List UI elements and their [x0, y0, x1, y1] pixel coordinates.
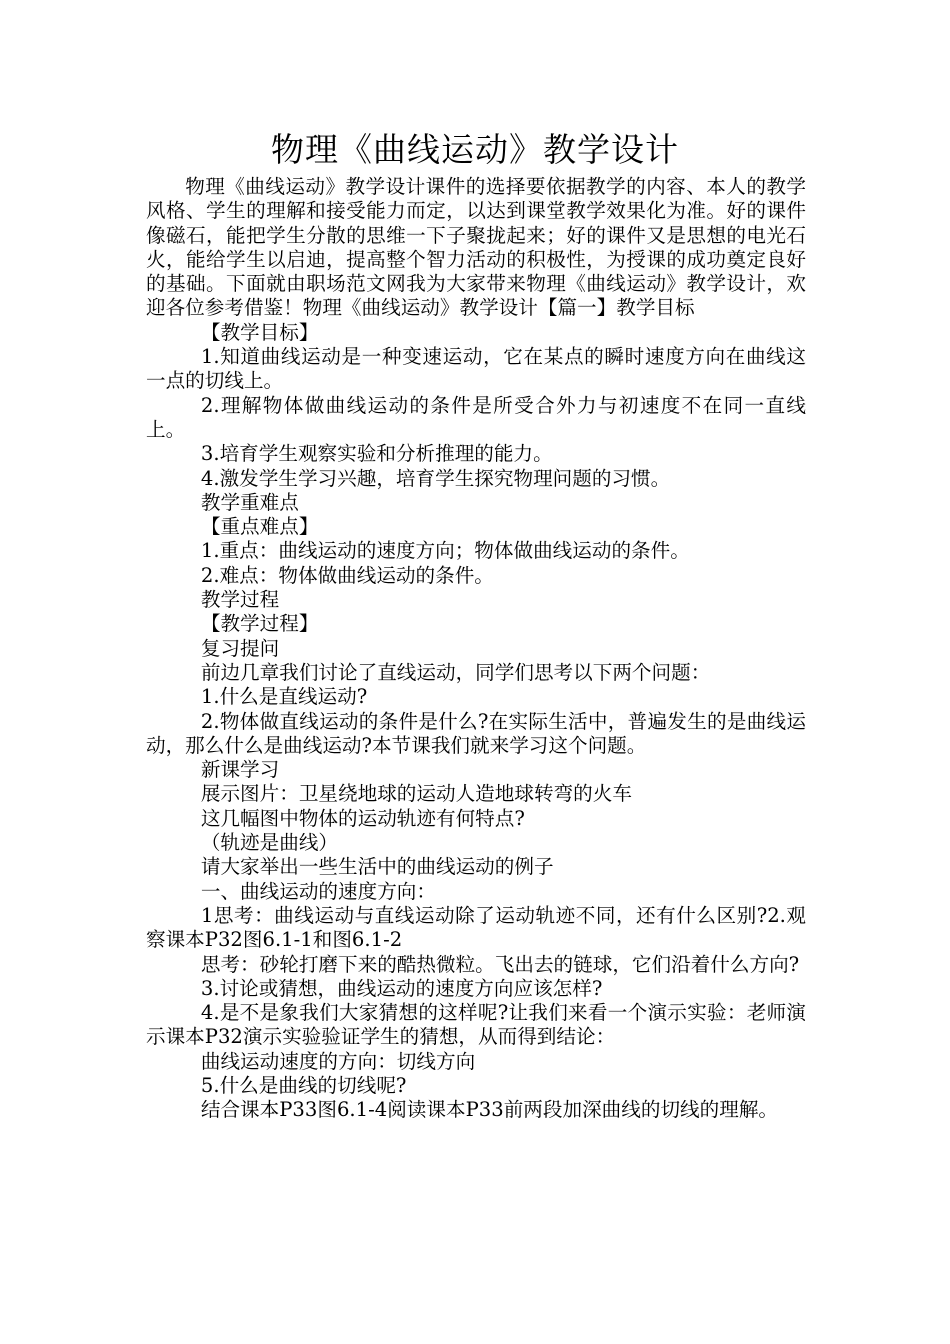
document-body	[146, 175, 806, 1123]
paragraph-discuss-3: 3.讨论或猜想，曲线运动的速度方向应该怎样?	[200, 976, 603, 1000]
paragraph-process-heading: 【教学过程】	[200, 612, 319, 636]
paragraph-teaching-goals-heading: 【教学目标】	[200, 320, 319, 344]
paragraph-review-intro: 前边几章我们讨论了直线运动，同学们思考以下两个问题：	[200, 660, 711, 684]
paragraph-key-point-2: 2.难点：物体做曲线运动的条件。	[200, 563, 494, 587]
paragraph-key-point-1: 1.重点：曲线运动的速度方向；物体做曲线运动的条件。	[200, 539, 690, 563]
paragraph-tangent-question: 5.什么是曲线的切线呢?	[200, 1073, 407, 1097]
paragraph-review-heading: 复习提问	[200, 636, 280, 660]
paragraph-trajectory-answer: （轨迹是曲线）	[200, 831, 339, 855]
paragraph-goal-3: 3.培育学生观察实验和分析推理的能力。	[200, 442, 553, 466]
paragraph-goal-2: 2.理解物体做曲线运动的条件是所受合外力与初速度不在同一直线上。	[146, 393, 806, 441]
paragraph-velocity-direction: 曲线运动速度的方向：切线方向	[200, 1049, 476, 1073]
paragraph-show-images: 展示图片：卫星绕地球的运动人造地球转弯的火车	[200, 782, 632, 806]
paragraph-review-q1: 1.什么是直线运动?	[200, 685, 368, 709]
paragraph-key-points-title: 教学重难点	[200, 490, 299, 514]
paragraph-think-1: 1思考：曲线运动与直线运动除了运动轨迹不同，还有什么区别?2.观察课本P32图6.1-1和图6.1-2	[146, 903, 806, 952]
paragraph-section-1-heading: 一、曲线运动的速度方向：	[200, 879, 436, 903]
paragraph-review-q2: 2.物体做直线运动的条件是什么?在实际生活中，普遍发生的是曲线运动，那么什么是曲线运动?本节课我们就来学习这个问题。	[146, 709, 806, 757]
paragraph-think-2: 思考：砂轮打磨下来的酷热微粒。飞出去的链球，它们沿着什么方向?	[200, 952, 800, 976]
document-title: 物理《曲线运动》教学设计	[271, 130, 679, 169]
paragraph-new-lesson-heading: 新课学习	[200, 758, 280, 782]
paragraph-examples-prompt: 请大家举出一些生活中的曲线运动的例子	[200, 855, 554, 879]
intro-paragraph: 物理《曲线运动》教学设计课件的选择要依据教学的内容、本人的教学风格、学生的理解和接受能力而定，以达到课堂教学效果化为准。好的课件像磁石，能把学生分散的思维一下子聚拢起来；好的课件又是思想的电光石火，能给学生以启迪，提高整个智力活动的积极性，为授课的成功奠定良好的基础。下面就由职场范文网我为大家带来物理《曲线运动》教学设计，欢迎各位参考借鉴！物理《曲线运动》教学设计【篇一】教学目标	[146, 175, 806, 320]
paragraph-goal-4: 4.激发学生学习兴趣，培育学生探究物理问题的习惯。	[200, 466, 671, 490]
paragraph-process-title: 教学过程	[200, 588, 280, 612]
paragraph-goal-1: 1.知道曲线运动是一种变速运动，它在某点的瞬时速度方向在曲线这一点的切线上。	[146, 345, 806, 393]
paragraph-key-points-heading: 【重点难点】	[200, 515, 319, 539]
paragraph-tangent-reading: 结合课本P33图6.1-4阅读课本P33前两段加深曲线的切线的理解。	[200, 1098, 779, 1122]
paragraph-demo-4: 4.是不是象我们大家猜想的这样呢?让我们来看一个演示实验：老师演示课本P32演示实验验证学生的猜想，从而得到结论：	[146, 1001, 806, 1049]
paragraph-trajectory-question: 这几幅图中物体的运动轨迹有何特点?	[200, 806, 525, 830]
